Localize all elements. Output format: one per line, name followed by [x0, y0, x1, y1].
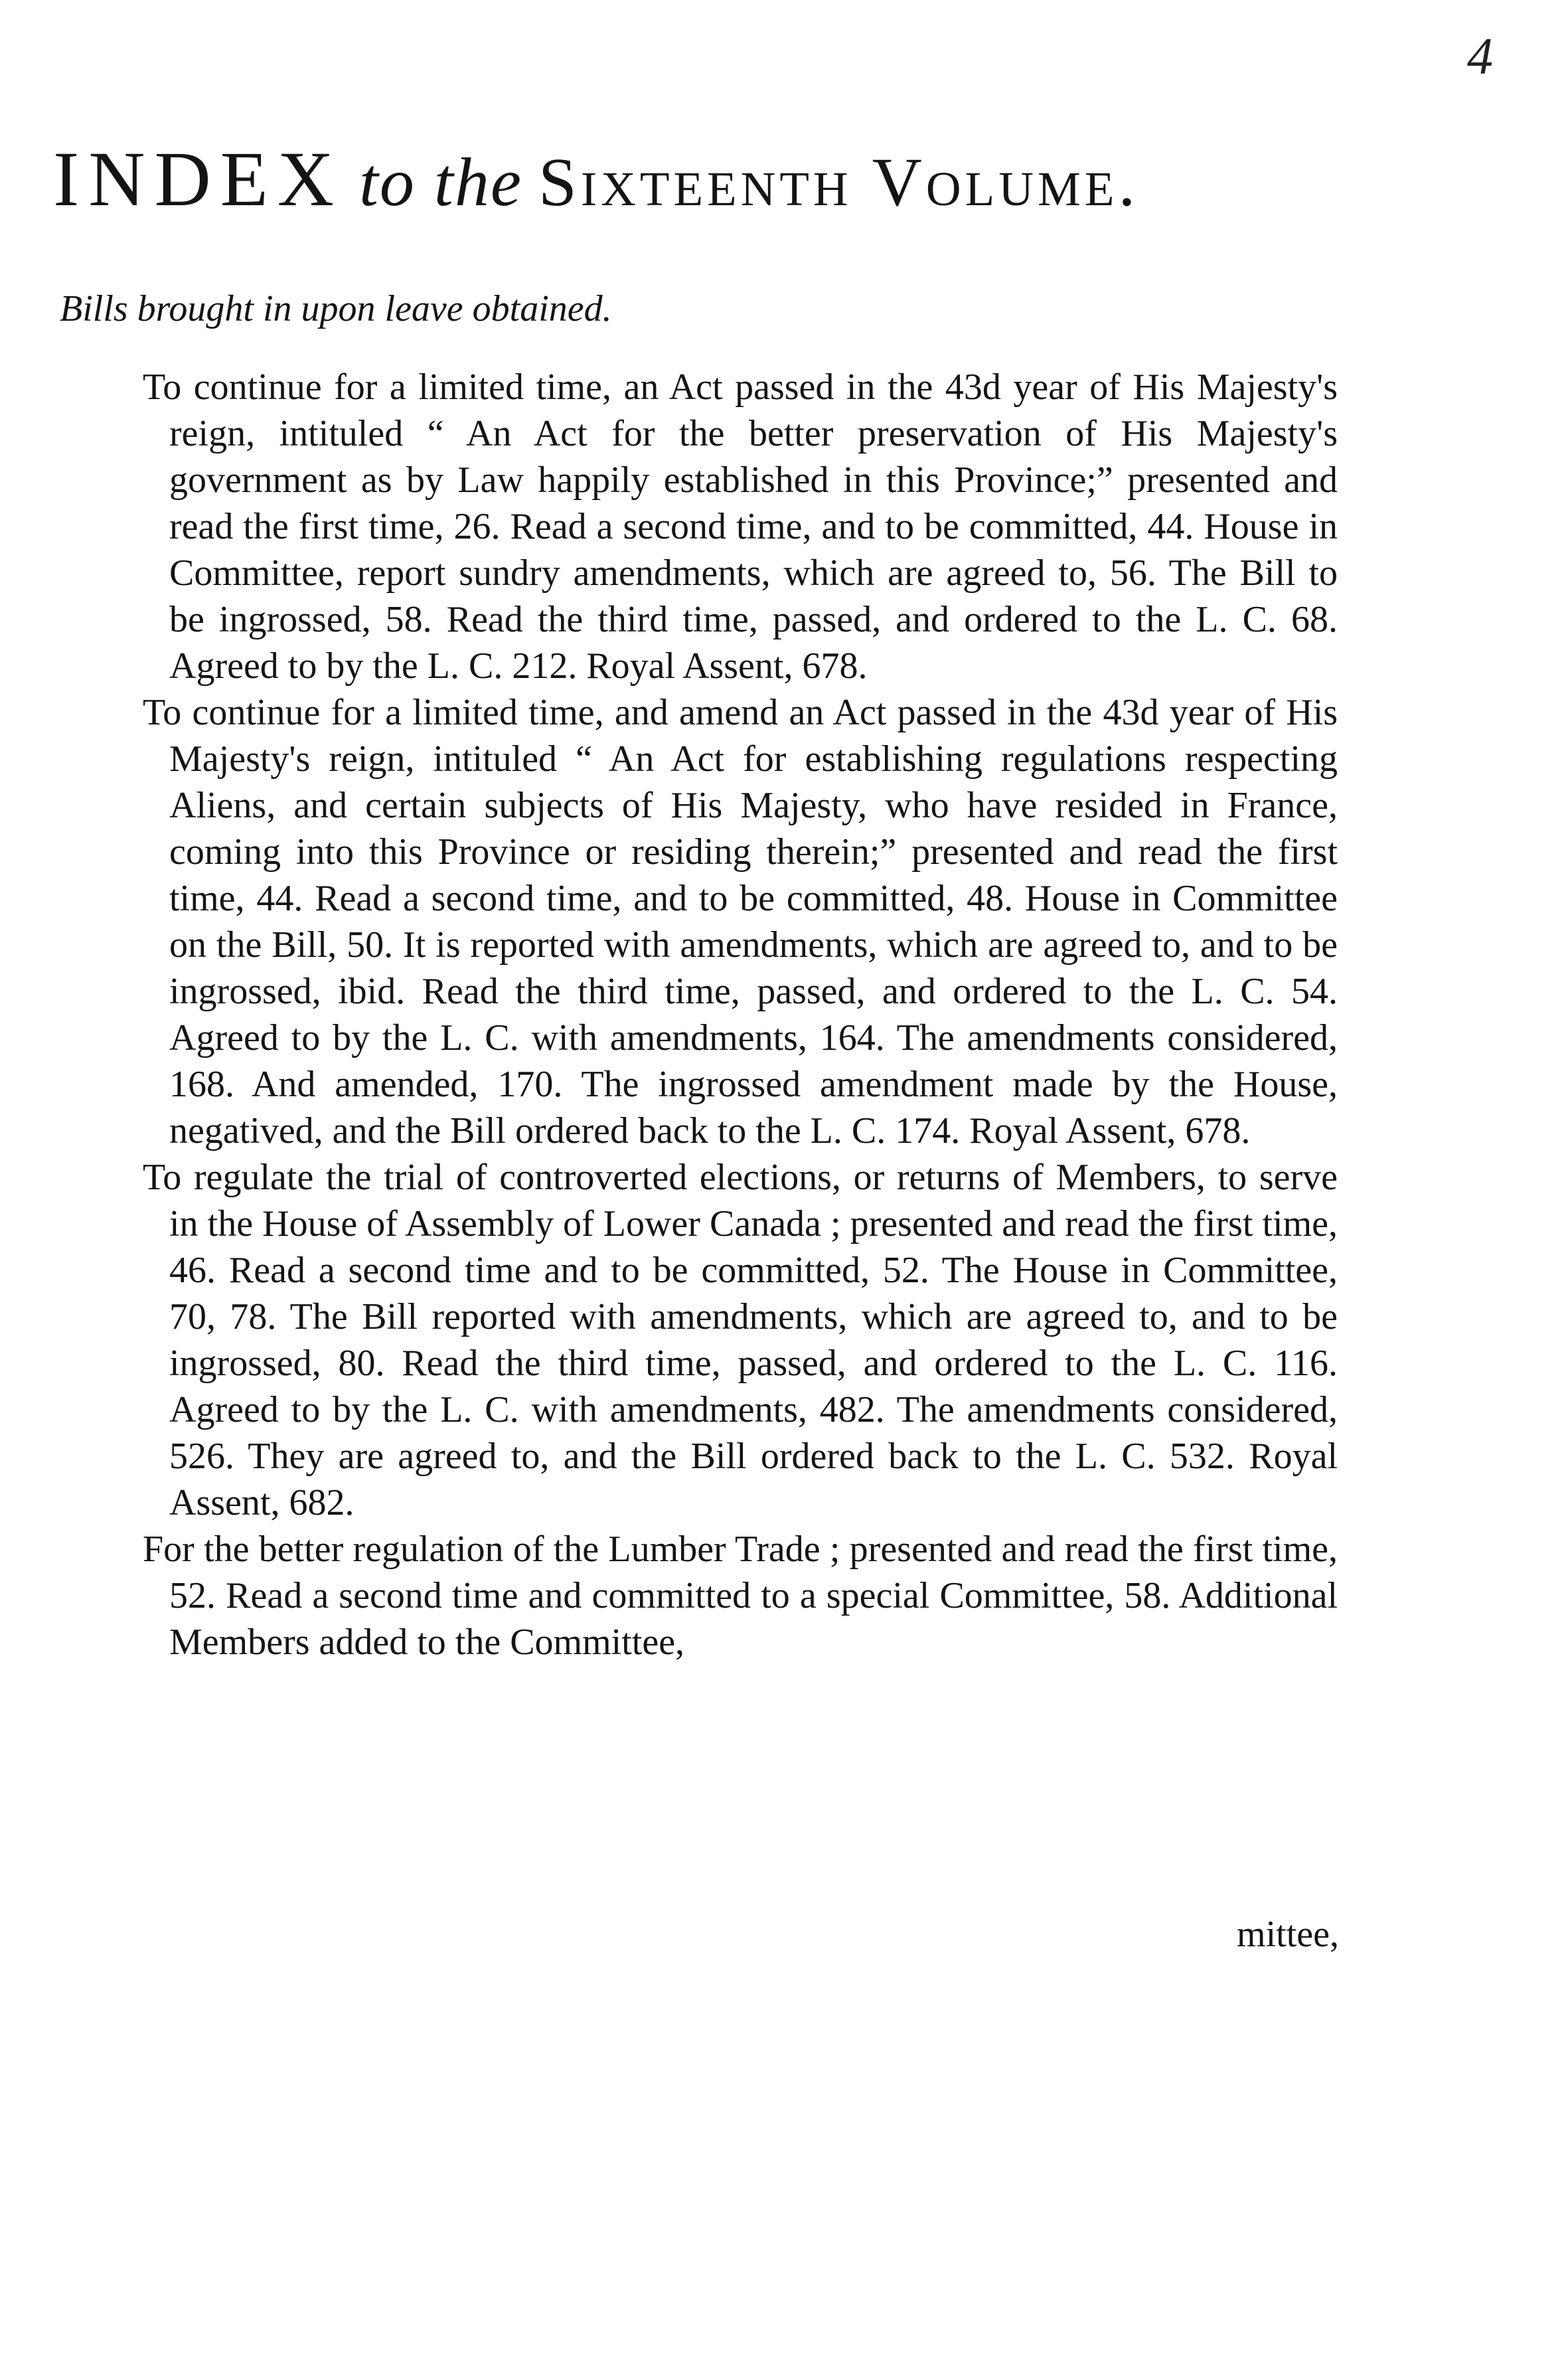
catchword: mittee,	[1237, 1914, 1339, 1955]
section-heading: Bills brought in upon leave obtained.	[60, 288, 612, 329]
index-entry-3: To regulate the trial of controverted elections, or returns of Members, to serve in the House of Assembly of Lower Canada ; presented and read the first time, 46. Read a second time and to be committed, 52. The House in Committee, 70, 78. The Bill reported with amendments, which are agreed to, and to be ingrossed, 80. Read the third time, passed, and ordered to the L. C. 116. Agreed to by the L. C. with amendments, 482. The amendments considered, 526. They are agreed to, and the Bill ordered back to the L. C. 532. Royal Assent, 682.	[143, 1157, 1338, 1523]
index-entry-1: To continue for a limited time, an Act passed in the 43d year of His Majesty's reign, intituled “ An Act for the better preservation of His Majesty's government as by Law happily established in this Province;” presented and read the first time, 26. Read a second time, and to be committed, 44. House in Committee, report sundry amendments, which are agreed to, 56. The Bill to be ingrossed, 58. Read the third time, passed, and ordered to the L. C. 68. Agreed to by the L. C. 212. Royal Assent, 678.	[143, 367, 1338, 687]
title-main: INDEX	[53, 135, 344, 222]
index-entries	[143, 364, 1338, 1665]
page-title	[53, 136, 1447, 226]
index-entry-4: For the better regulation of the Lumber Trade ; presented and read the first time, 52. Read a second time and committed to a special Committee, 58. Additional Members added to the Committee,	[143, 1529, 1338, 1663]
page-number-mark: 4	[1467, 27, 1493, 85]
index-entry-2: To continue for a limited time, and amend an Act passed in the 43d year of His Majesty's reign, intituled “ An Act for establishing regulations respecting Aliens, and certain subjects of His Majesty, who have resided in France, coming into this Province or residing therein;” presented and read the first time, 44. Read a second time, and to be committed, 48. House in Committee on the Bill, 50. It is reported with amendments, which are agreed to, and to be ingrossed, ibid. Read the third time, passed, and ordered to the L. C. 54. Agreed to by the L. C. with amendments, 164. The amendments considered, 168. And amended, 170. The ingrossed amendment made by the House, negatived, and the Bill ordered back to the L. C. 174. Royal Assent, 678.	[143, 692, 1338, 1151]
title-connector: to the	[359, 144, 522, 220]
title-rest: Sixteenth Volume.	[538, 144, 1140, 220]
